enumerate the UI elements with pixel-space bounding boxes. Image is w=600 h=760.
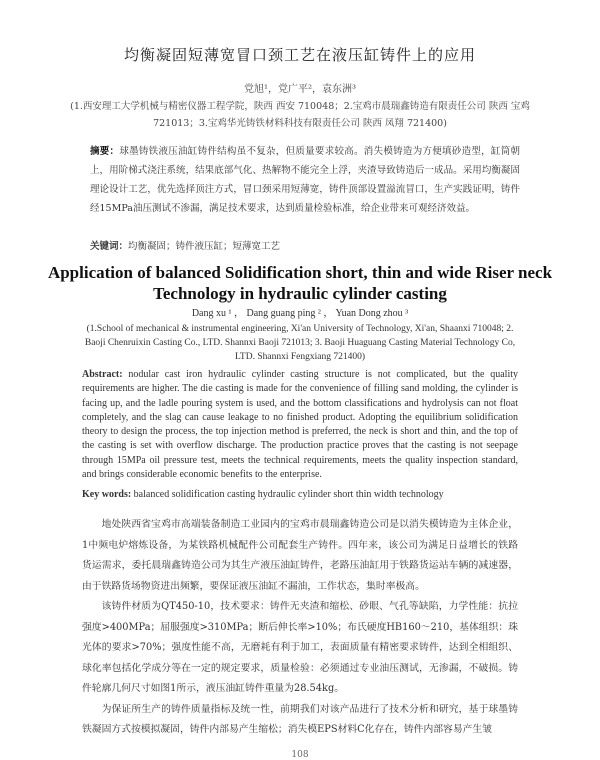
english-title: Application of balanced Solidification short, thin and wide Riser neck Technology in hydraulic cylinder casting [47, 263, 553, 303]
chinese-abstract-text: 球墨铸铁液压油缸铸件结构虽不复杂，但质量要求较高。消失模铸造为方便填砂造型，缸筒朝上，用阶梯式浇注系统，结果底部气化、热解物不能完全上浮，夹渣导致铸造后一成品。采用均衡凝固理论设计工艺，优先选择顶注方式，冒口颈采用短薄宽，铸件顶部设置溢流冒口，生产实践证明，铸件经15MPa油压测试不渗漏，满足技术要求，达到质量检验标准，给企业带来可观经济效益。 [90, 146, 520, 214]
chinese-abstract-label: 摘要： [90, 146, 120, 157]
english-keywords-text: balanced solidification casting hydraulic cylinder short thin width technology [133, 489, 444, 500]
chinese-keywords [90, 238, 520, 252]
body-paragraph: 地处陕西省宝鸡市高端装备制造工业园内的宝鸡市晨瑞鑫铸造公司是以消失模铸造为主体企业，1中频电炉熔炼设备，为某铁路机械配件公司配套生产铸件。四年来，该公司为满足日益增长的铁路货运需求，委托晨瑞鑫铸造公司为其生产液压油缸铸件，老路压油缸用于铁路货运站车辆的减速器，由于铁路货场物资进出频繁，要保证液压油缸不漏油，工作状态，集时率极高。 [82, 519, 518, 592]
chinese-abstract [90, 142, 520, 218]
chinese-authors: 党旭¹，党广平²，袁东洲³ [243, 84, 357, 95]
english-abstract [82, 368, 518, 482]
english-keywords-label: Key words: [82, 489, 132, 500]
chinese-title: 均衡凝固短薄宽冒口颈工艺在液压缸铸件上的应用 [123, 46, 476, 64]
chinese-affiliation: (1.西安理工大学机械与精密仪器工程学院，陕西 西安 710048；2.宝鸡市晨瑞鑫铸造有限责任公司 陕西 宝鸡 721013；3.宝鸡华光铸铁材料科技有限责任公司 陕西 凤翔 721400) [70, 101, 530, 129]
chinese-keywords-text: 均衡凝固；铸件液压缸；短薄宽工艺 [128, 241, 281, 252]
english-affiliation: (1.School of mechanical & instrumental engineering, Xi'an University of Technology, Xi'an, Shaanxi 710048; 2. Baoji Chenruixin Casting Co., LTD. Shannxi Baoji 721013; 3. Baoji Huaguang Casting Material Technology Co, LTD. Shannxi Fengxiang 721400) [84, 324, 516, 362]
english-abstract-label: Abstract: [82, 369, 123, 380]
body-paragraph: 为保证所生产的铸件质量指标及统一性，前期我们对该产品进行了技术分析和研究，基于球墨铸铁凝固方式按模拟凝固，铸件内部易产生缩松；消失模EPS材料C化存在，铸件内部容易产生皱 [82, 703, 518, 735]
body-paragraph: 该铸件材质为QT450-10，技术要求：铸件无夹渣和缩松、砂眼、气孔等缺陷，力学性能：抗拉强度>400MPa；屈服强度>310MPa；断后伸长率>10%；布氏硬度HB160～210，基体组织：珠光体的要求>70%；强度性能不高，无磨耗有利于加工，表面质量有精密要求铸件，达到全相组织、球化率包括化学成分等在一定的规定要求，质量检验：必须通过专业油压测试，无渗漏，不破损。铸件轮廓几何尺寸如图1所示，液压油缸铸件重量为28.54kg。 [82, 601, 518, 694]
page-number: 108 [291, 750, 309, 760]
english-abstract-text: nodular cast iron hydraulic cylinder casting structure is not complicated, but the quality requirements are higher. The die casting is made for the convenience of filling sand molding, the cylinder is facing up, and the ladle pouring system is used, and the bottom classifications and hydrolysis can not float completely, and the slag can cause leakage to no finished product. Adopting the equilibrium solidification theory to design the process, the top injection method is preferred, the neck is short and thin, and the top of the casting is set with overflow discharge. The production practice proves that the casting is not seepage through 15MPa oil pressure test, meets the technical requirements, meets the quality inspection standard, and brings considerable economic benefits to the enterprise. [82, 369, 519, 481]
english-keywords [82, 489, 518, 500]
chinese-keywords-label: 关键词： [90, 241, 129, 252]
english-authors: Dang xu ¹ ， Dang guang ping ² ， Yuan Dong zhou ³ [191, 308, 409, 319]
body-text [82, 515, 518, 741]
